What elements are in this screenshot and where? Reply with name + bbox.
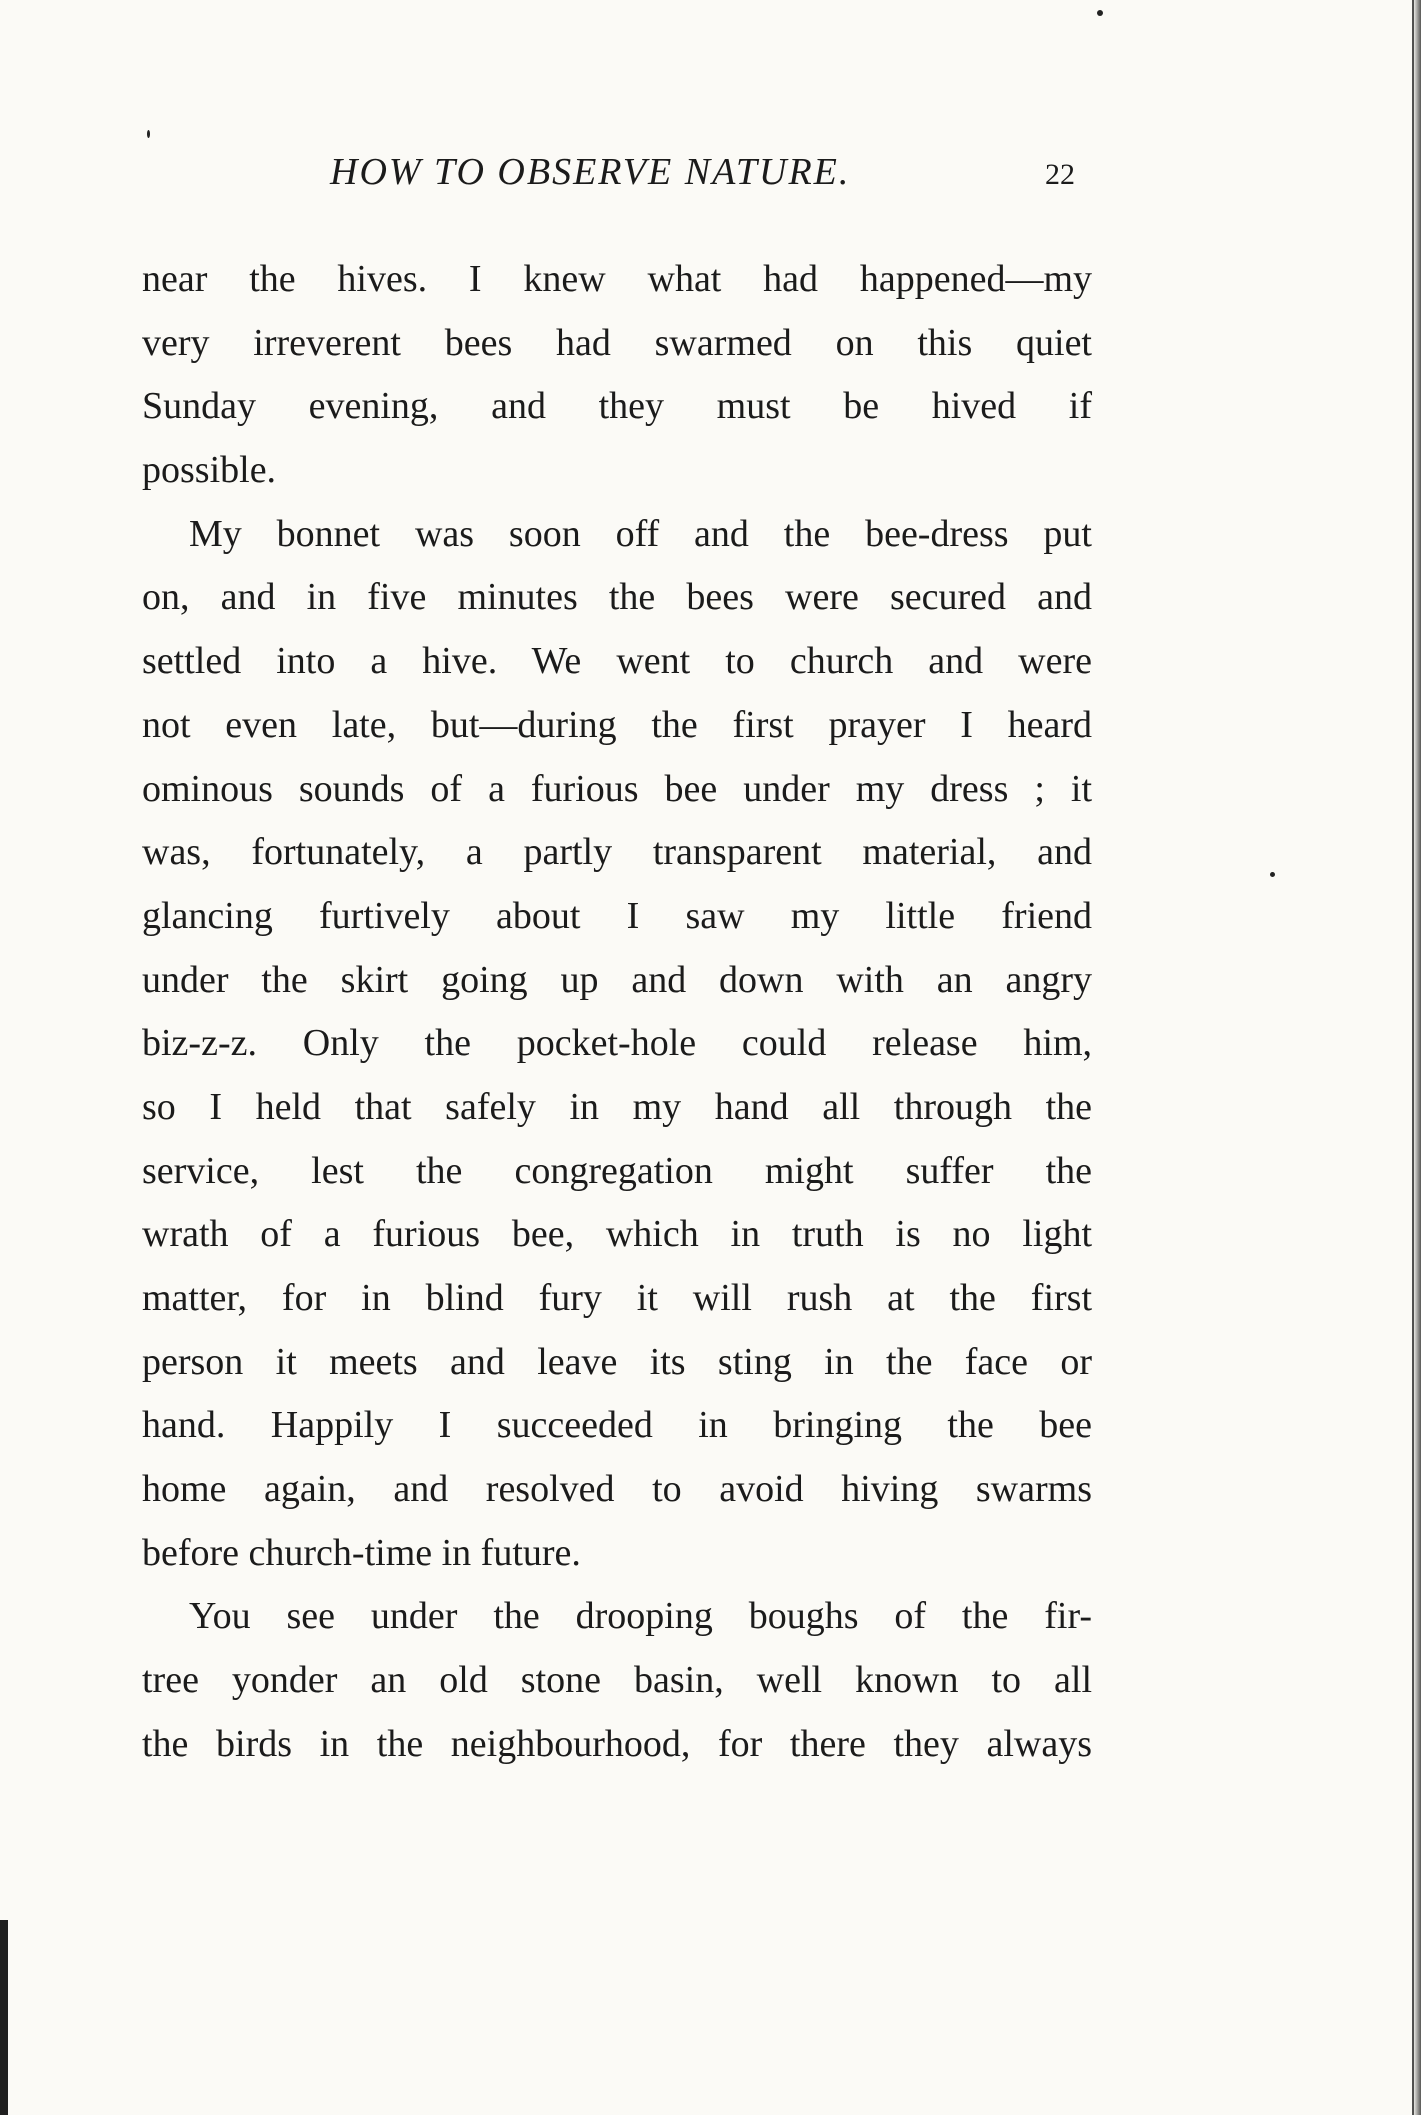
binding-edge-line (1412, 0, 1414, 2115)
print-speck (1270, 872, 1275, 877)
paragraph (142, 248, 1092, 503)
running-title: HOW TO OBSERVE NATURE. (330, 151, 851, 193)
print-speck (1097, 10, 1103, 16)
print-speck (147, 130, 150, 138)
text-line: Sunday evening, and they must be hived if (142, 385, 1092, 428)
text-line: person it meets and leave its sting in the face or (142, 1340, 1092, 1383)
text-line: glancing furtively about I saw my little friend (142, 894, 1092, 937)
text-line: service, lest the congregation might suffer the (142, 1149, 1092, 1192)
text-line: possible. (142, 449, 277, 492)
text-line: so I held that safely in my hand all through the (142, 1085, 1092, 1128)
text-line: before church-time in future. (142, 1531, 581, 1574)
body-text (142, 248, 1092, 1777)
text-line: was, fortunately, a partly transparent material, and (142, 831, 1092, 874)
text-line: hand. Happily I succeeded in bringing the bee (142, 1404, 1092, 1447)
text-line: My bonnet was soon off and the bee-dress put (189, 512, 1092, 555)
text-line: settled into a hive. We went to church and were (142, 640, 1092, 683)
text-line: You see under the drooping boughs of the fir- (189, 1595, 1092, 1638)
text-line: home again, and resolved to avoid hiving swarms (142, 1468, 1092, 1511)
paragraph (142, 1585, 1092, 1776)
binding-shadow (1413, 0, 1421, 2115)
text-line: tree yonder an old stone basin, well known to all (142, 1659, 1092, 1702)
text-line: very irreverent bees had swarmed on this quiet (142, 321, 1092, 364)
text-line: on, and in five minutes the bees were secured and (142, 576, 1092, 619)
paragraph (142, 503, 1092, 1586)
text-line: biz-z-z. Only the pocket-hole could release him, (142, 1022, 1092, 1065)
text-line: near the hives. I knew what had happened—my (142, 258, 1092, 300)
text-line: not even late, but—during the first prayer I heard (142, 703, 1092, 746)
page-header (140, 150, 1090, 210)
text-line: under the skirt going up and down with an angry (142, 958, 1092, 1001)
scan-edge-mark (0, 1920, 8, 2115)
text-line: ominous sounds of a furious bee under my dress ; it (142, 767, 1092, 810)
text-line: matter, for in blind fury it will rush at the first (142, 1277, 1092, 1319)
page-number: 22 (1045, 158, 1075, 191)
text-line: the birds in the neighbourhood, for there they always (142, 1722, 1092, 1765)
text-line: wrath of a furious bee, which in truth is no light (142, 1213, 1092, 1256)
